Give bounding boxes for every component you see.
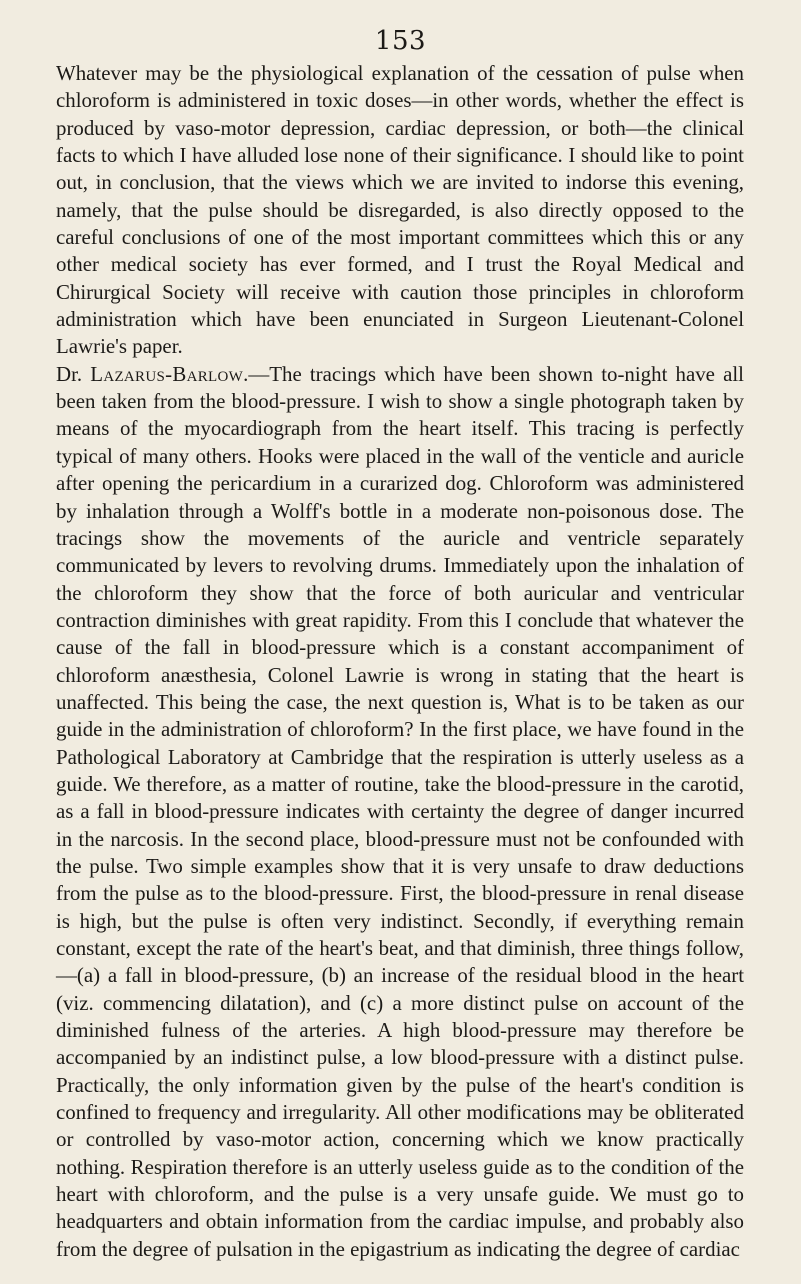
paragraph-2-text: .—The tracings which have been shown to-night have all been taken from the blood-pressure. I wish to show a single photograph taken by means of the myocardiograph from the heart itself. This tracing is perfectly typical of many others. Hooks were placed in the wall of the venticle and auricle after opening the pericardium in a curarized dog. Chloroform was administered by inhalation through a Wolff's bottle in a moderate non-poisonous dose. The tracings show the movements of the auricle and ventricle separately communicated by levers to revolving drums. Immediately upon the inhalation of the chloroform they show that the force of both auricular and ventricular contraction diminishes with great rapidity. From this I conclude that whatever the cause of the fall in blood-pressure which is a constant accompaniment of chloroform anæsthesia, Colonel Lawrie is wrong in stating that the heart is unaffected. This being the case, the next question is, What is to be taken as our guide in the administration of chloroform? In the first place, we have found in the Pathological Laboratory at Cambridge that the respiration is utterly useless as a guide. We therefore, as a matter of routine, take the blood-pressure in the carotid, as a fall in blood-pressure indicates with certainty the degree of danger incurred in the narcosis. In the second place, blood-pressure must not be confounded with the pulse. Two simple examples show that it is very unsafe to draw deductions from the pulse as to the blood-pressure. First, the blood-pressure in renal disease is high, but the pulse is often very indistinct. Secondly, if everything remain constant, except the rate of the heart's beat, and that diminish, three things follow,—(a) a fall in blood-pressure, (b) an increase of the residual blood in the heart (viz. commencing dilatation), and (c) a more distinct pulse on account of the diminished fulness of the arteries. A high blood-pressure may therefore be accompanied by an indistinct pulse, a low blood-pressure with a distinct pulse. Practically, the only information given by the pulse of the heart's condition is confined to frequency and irregularity. All other modifications may be obliterated or controlled by vaso-motor action, concerning which we know practically nothing. Respiration therefore is an utterly useless guide as to the condition of the heart with chloroform, and the pulse is a very unsafe guide. We must go to headquarters and obtain information from the cardiac impulse, and probably also from the degree of pulsation in the epigastrium as indicating the degree of cardiac (56, 361, 744, 1261)
page-number: 153 (374, 26, 427, 56)
paragraph-1: Whatever may be the physiological explanation of the cessation of pulse when chloroform is administered in toxic doses—in other words, whether the effect is produced by vaso-motor depression, cardiac depression, or both—the clinical facts to which I have alluded lose none of their significance. I should like to point out, in conclusion, that the views which we are invited to indorse this evening, namely, that the pulse should be disregarded, is also directly opposed to the careful conclusions of one of the most important committees which this or any other medical society has ever formed, and I trust the Royal Medical and Chirurgical Society will receive with caution those principles in chloroform administration which have been enunciated in Surgeon Lieutenant-Colonel Lawrie's paper. (56, 61, 744, 359)
speaker-prefix: Dr. (56, 361, 91, 386)
body-text (56, 60, 744, 1263)
speaker-name: Lazarus-Barlow (90, 361, 244, 386)
paragraph-2 (56, 361, 744, 1263)
